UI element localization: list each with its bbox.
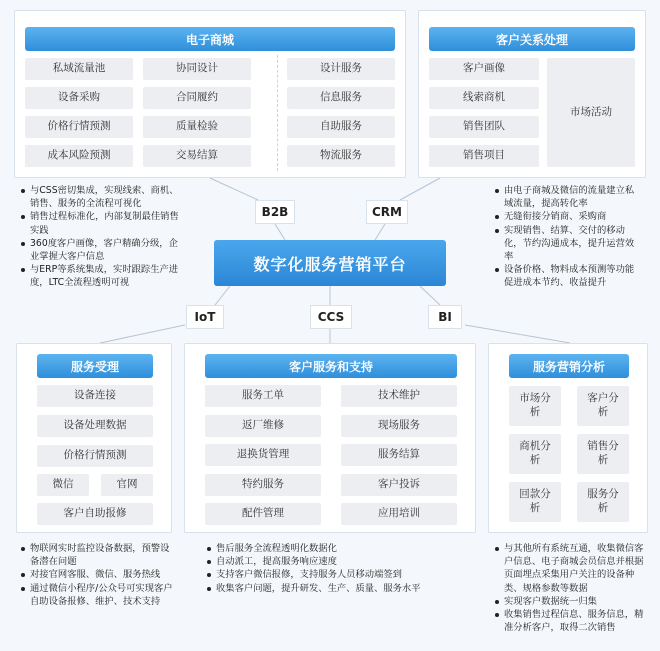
tag-crm: CRM — [366, 200, 408, 224]
analysis-item: 客户分析 — [577, 386, 629, 426]
analysis-item: 商机分析 — [509, 434, 561, 474]
note-item: 与ERP等系统集成，实时跟踪生产进度，LTC全流程透明可视 — [20, 263, 180, 289]
module-item: 销售团队 — [429, 116, 539, 138]
note-item: 支持客户微信报修，支持服务人员移动端签到 — [206, 568, 466, 581]
notes-top-left — [20, 184, 180, 290]
note-item: 实现销售、结算、交付的移动化，节约沟通成本，提升运营效率 — [494, 224, 640, 264]
crm-title: 客户关系处理 — [429, 27, 635, 51]
tag-b2b: B2B — [255, 200, 295, 224]
note-item: 与CSS密切集成，实现线索、商机、销售、服务的全流程可视化 — [20, 184, 180, 210]
note-item: 销售过程标准化，内部复制最佳销售实践 — [20, 210, 180, 236]
module-item: 成本风险预测 — [25, 145, 133, 167]
module-item: 客户画像 — [429, 58, 539, 80]
module-item: 自助服务 — [287, 116, 395, 138]
module-item: 销售项目 — [429, 145, 539, 167]
note-item: 对接官网客服、微信、服务热线 — [20, 568, 176, 581]
analysis-item: 服务分析 — [577, 482, 629, 522]
module-item: 技术维护 — [341, 385, 457, 407]
tag-ccs: CCS — [310, 305, 352, 329]
ecommerce-panel — [14, 10, 406, 178]
module-item: 设计服务 — [287, 58, 395, 80]
notes-bottom-left — [20, 542, 176, 608]
analysis-item: 市场分析 — [509, 386, 561, 426]
module-item: 物流服务 — [287, 145, 395, 167]
service-acceptance-title: 服务受理 — [37, 354, 153, 378]
platform-title: 数字化服务营销平台 — [214, 240, 446, 286]
notes-bottom-right — [494, 542, 644, 634]
module-item: 设备处理数据 — [37, 415, 153, 437]
note-item: 售后服务全流程透明化数据化 — [206, 542, 466, 555]
tag-bi: BI — [428, 305, 462, 329]
analysis-item: 销售分析 — [577, 434, 629, 474]
module-item: 特约服务 — [205, 474, 321, 496]
module-item: 质量检验 — [143, 116, 251, 138]
module-item: 交易结算 — [143, 145, 251, 167]
customer-service-title: 客户服务和支持 — [205, 354, 457, 378]
module-item: 客户投诉 — [341, 474, 457, 496]
module-item: 信息服务 — [287, 87, 395, 109]
customer-service-panel — [184, 343, 476, 533]
module-item: 现场服务 — [341, 415, 457, 437]
note-item: 物联网实时监控设备数据，预警设备潜在问题 — [20, 542, 176, 568]
module-item: 服务结算 — [341, 444, 457, 466]
module-item: 设备采购 — [25, 87, 133, 109]
module-item: 协同设计 — [143, 58, 251, 80]
module-item: 价格行情预测 — [25, 116, 133, 138]
note-item: 自动派工，提高服务响应速度 — [206, 555, 466, 568]
service-acceptance-panel — [16, 343, 172, 533]
module-item: 应用培训 — [341, 503, 457, 525]
note-item: 实现客户数据统一归集 — [494, 595, 644, 608]
module-item: 线索商机 — [429, 87, 539, 109]
tag-iot: IoT — [186, 305, 224, 329]
market-activity-item: 市场活动 — [547, 58, 635, 167]
note-item: 通过微信小程序/公众号可实现客户自助设备报修、维护、技术支持 — [20, 582, 176, 608]
module-item: 合同履约 — [143, 87, 251, 109]
module-item: 设备连接 — [37, 385, 153, 407]
crm-panel — [418, 10, 646, 178]
divider — [277, 55, 278, 171]
module-item: 私域流量池 — [25, 58, 133, 80]
notes-bottom-mid — [206, 542, 466, 595]
note-item: 收集销售过程信息、服务信息，精准分析客户，取得二次销售 — [494, 608, 644, 634]
note-item: 无缝衔接分销商、采购商 — [494, 210, 640, 223]
ecommerce-title: 电子商城 — [25, 27, 395, 51]
module-item: 返厂维修 — [205, 415, 321, 437]
note-item: 由电子商城及微信的流量建立私域流量，提高转化率 — [494, 184, 640, 210]
note-item: 与其他所有系统互通，收集微信客户信息、电子商城会员信息并根据页面埋点采集用户关注的设备种类、规格参数等数据 — [494, 542, 644, 595]
module-item: 微信 — [37, 474, 89, 496]
module-item: 配件管理 — [205, 503, 321, 525]
analytics-panel — [488, 343, 648, 533]
notes-top-right — [494, 184, 640, 290]
analytics-title: 服务营销分析 — [509, 354, 629, 378]
note-item: 360度客户画像，客户精确分级，企业掌握大客户信息 — [20, 237, 180, 263]
note-item: 收集客户问题，提升研发、生产、质量、服务水平 — [206, 582, 466, 595]
module-item: 客户自助报修 — [37, 503, 153, 525]
module-item: 官网 — [101, 474, 153, 496]
module-item: 退换货管理 — [205, 444, 321, 466]
note-item: 设备价格、物料成本预测等功能促进成本节约、收益提升 — [494, 263, 640, 289]
analysis-item: 回款分析 — [509, 482, 561, 522]
module-item: 价格行情预测 — [37, 445, 153, 467]
module-item: 服务工单 — [205, 385, 321, 407]
